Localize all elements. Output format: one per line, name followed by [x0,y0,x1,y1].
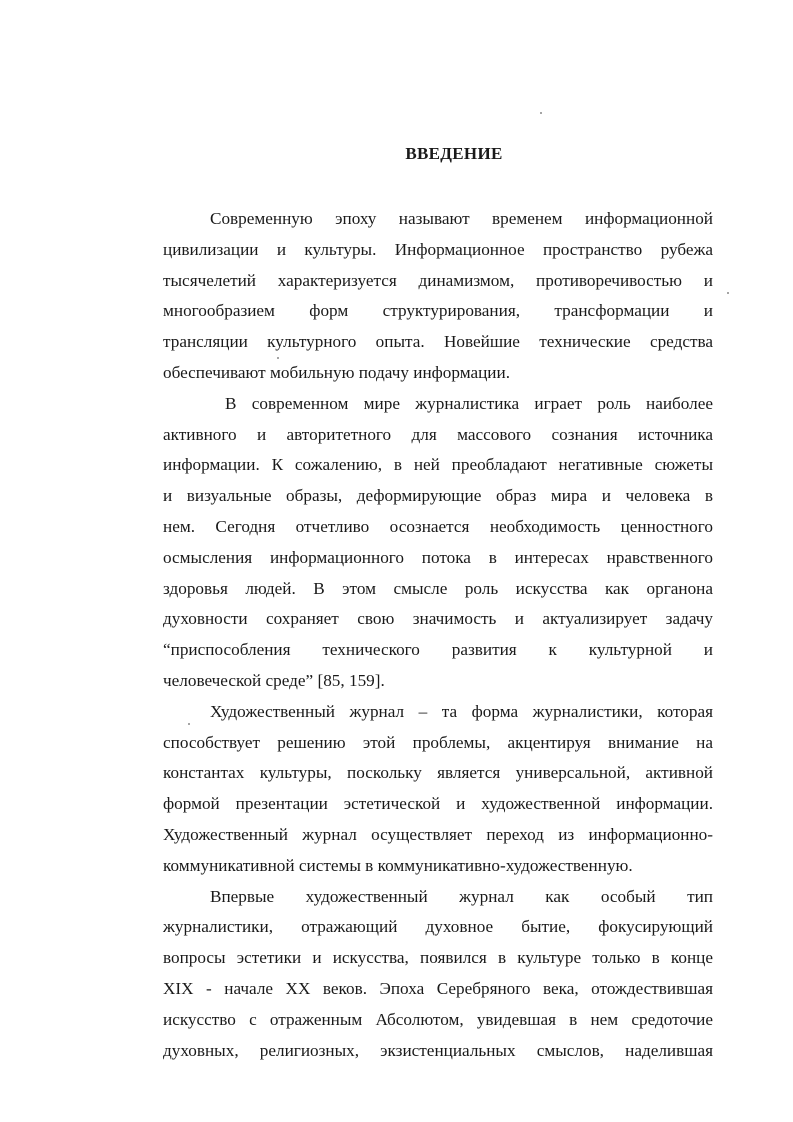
text-line: XIX - начале XX веков. Эпоха Серебряного века, отождествившая [163,978,713,998]
text-line: активного и авторитетного для массового сознания источника [163,424,713,444]
text-line: формой презентации эстетической и художественной информации. [163,794,713,814]
text-line: искусство с отраженным Абсолютом, увидевшая в нем средоточие [163,1009,713,1029]
text-line: способствует решению этой проблемы, акцентируя внимание на [163,732,713,752]
scan-speck [727,292,729,294]
text-line: “приспособления технического развития к культурной и [163,640,713,660]
scan-speck [188,723,190,725]
scan-speck [277,357,279,359]
text-line: вопросы эстетики и искусства, появился в культуре только в конце [163,948,713,968]
text-line: Художественный журнал – та форма журналистики, которая [210,701,713,721]
text-line: Современную эпоху называют временем информационной [210,209,713,228]
text-line: духовных, религиозных, экзистенциальных смыслов, наделившая [163,1040,713,1060]
text-line: информации. К сожалению, в ней преобладают негативные сюжеты [163,455,713,475]
text-line: константах культуры, поскольку является универсальной, активной [163,763,713,783]
scan-speck [540,112,542,114]
text-line: нем. Сегодня отчетливо осознается необходимость ценностного [163,516,713,536]
text-line: трансляции культурного опыта. Новейшие технические средства [163,332,713,352]
text-line: осмысления информационного потока в интересах нравственного [163,547,713,567]
text-line: человеческой среде” [85, 159]. [163,670,385,690]
paragraph-2 [163,389,713,697]
text-line: многообразием форм структурирования, трансформации и [163,301,713,321]
text-line: духовности сохраняет свою значимость и актуализирует задачу [163,609,713,629]
text-line: здоровья людей. В этом смысле роль искусства как органона [163,578,713,598]
paragraph-3 [163,697,713,882]
paragraph-4 [163,882,713,1067]
text-line: тысячелетий характеризуется динамизмом, противоречивостью и [163,270,713,290]
text-line: цивилизации и культуры. Информационное пространство рубежа [163,239,713,259]
text-line: обеспечивают мобильную подачу информации. [163,362,510,382]
text-line: Художественный журнал осуществляет переход из информационно- [163,824,713,844]
text-line: коммуникативной системы в коммуникативно-художественную. [163,855,633,875]
paragraph-1 [163,204,713,389]
page-title: ВВЕДЕНИЕ [405,144,503,163]
text-line: и визуальные образы, деформирующие образ мира и человека в [163,486,713,506]
body-text [163,204,713,1066]
text-line: Впервые художественный журнал как особый тип [210,886,713,906]
text-line: журналистики, отражающий духовное бытие, фокусирующий [163,917,713,937]
text-line: В современном мире журналистика играет роль наиболее [225,393,713,413]
